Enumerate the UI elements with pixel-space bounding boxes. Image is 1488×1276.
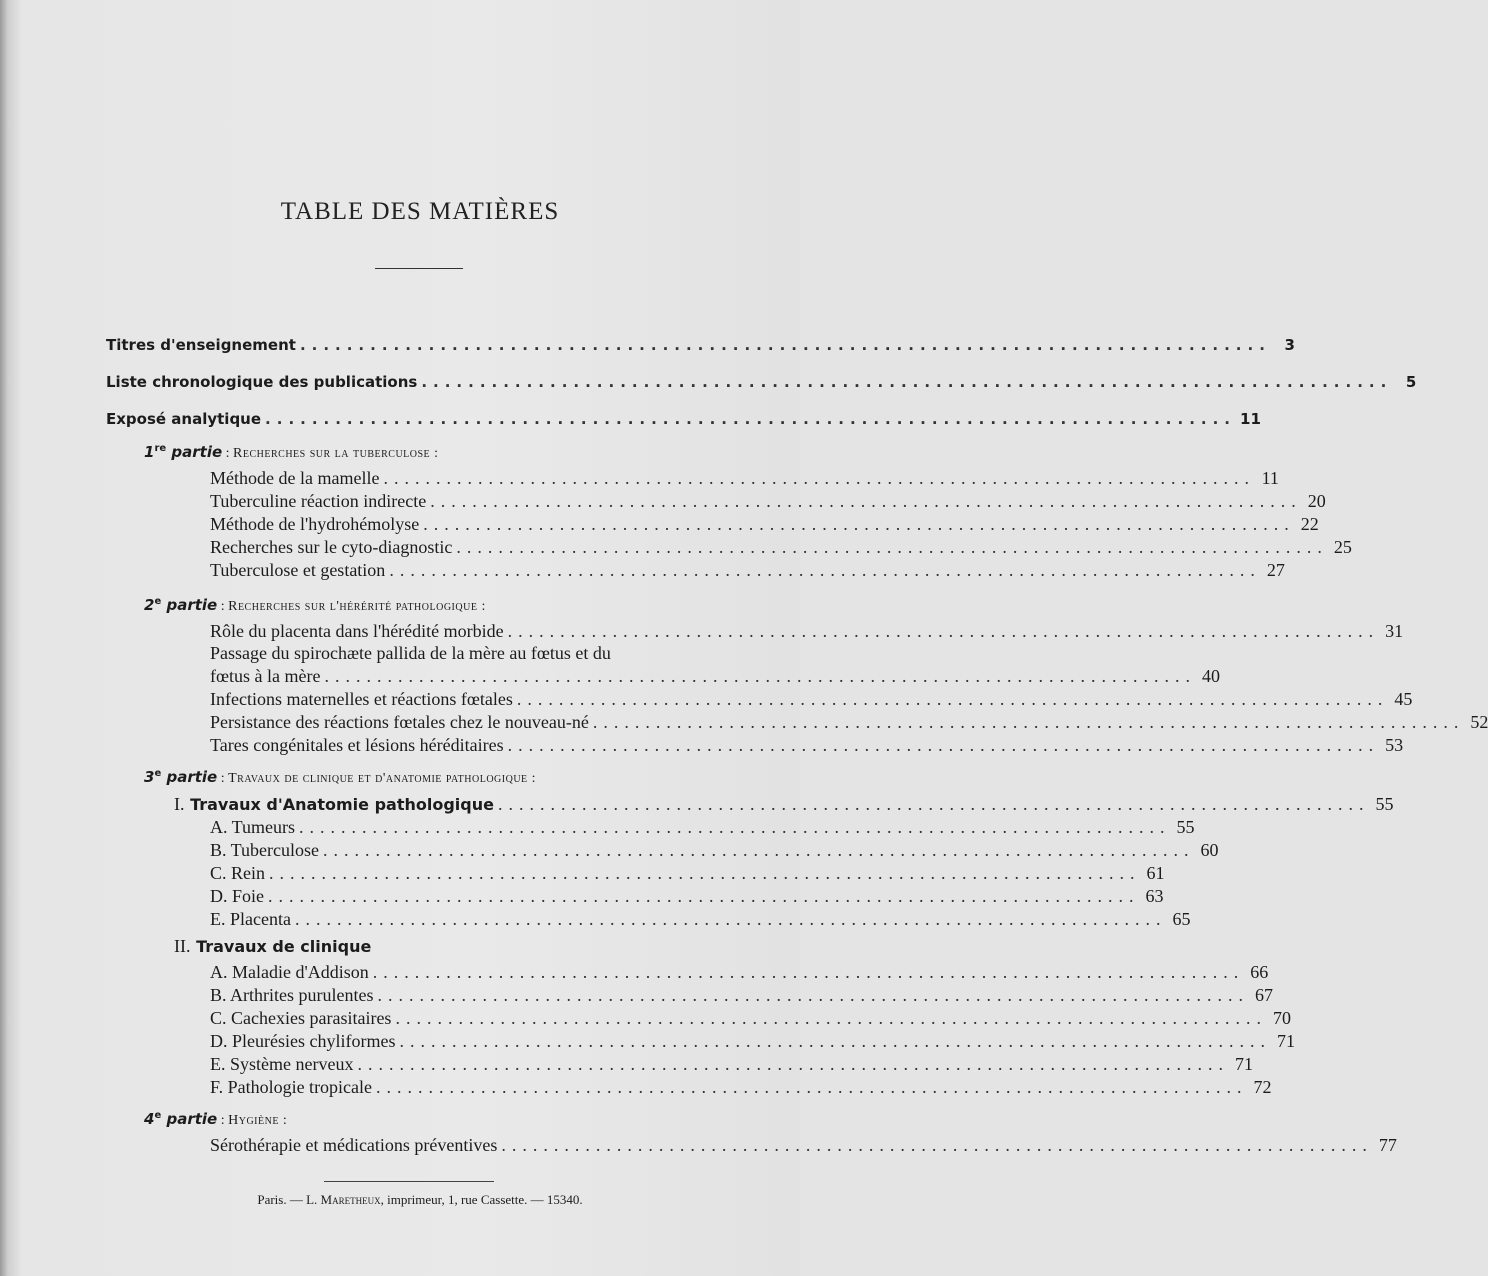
toc-item[interactable]: B. Arthrites purulentes ................................................................................... 67	[210, 985, 1273, 1005]
toc-entry-page: 3	[1284, 336, 1295, 354]
toc-item[interactable]: F. Pathologie tropicale ................................................................................... 72	[210, 1077, 1272, 1097]
toc-item[interactable]: Méthode de l'hydrohémolyse ................................................................................... 22	[210, 514, 1319, 534]
leader-dots: ...................................................................................	[299, 336, 1271, 354]
part-2-heading: 2e partie : Recherches sur l'hérérité pathologique :	[144, 596, 486, 614]
printer-imprint: Paris. — L. Maretheux, imprimeur, 1, rue Cassette. — 15340.	[257, 1192, 583, 1207]
leader-dots: ...................................................................................	[421, 373, 1393, 391]
page-title: TABLE DES MATIÈRES	[280, 198, 560, 225]
leader-dots: ...................................................................................	[376, 1077, 1248, 1097]
leader-dots: ...................................................................................	[507, 621, 1380, 641]
part-3-heading: 3e partie : Travaux de clinique et d'anatomie pathologique :	[144, 768, 537, 786]
toc-entry-label: Exposé analytique	[106, 410, 262, 428]
toc-entry-expose[interactable]	[106, 410, 1261, 434]
toc-item[interactable]: D. Foie ................................................................................... 63	[210, 886, 1164, 906]
toc-item[interactable]: E. Système nerveux ................................................................................... 71	[210, 1054, 1253, 1074]
leader-dots: ...................................................................................	[357, 1054, 1229, 1074]
toc-item[interactable]: Rôle du placenta dans l'hérédité morbide ................................................................................... 31	[210, 621, 1404, 641]
leader-dots: ...................................................................................	[592, 712, 1465, 732]
leader-dots: ...................................................................................	[395, 1008, 1267, 1028]
leader-dots: ...................................................................................	[516, 689, 1389, 709]
leader-dots: ...................................................................................	[323, 840, 1195, 860]
leader-dots: ...................................................................................	[268, 886, 1140, 906]
toc-entry-label: Titres d'enseignement	[106, 336, 296, 354]
leader-dots: ...................................................................................	[456, 537, 1328, 557]
toc-item[interactable]: C. Rein ................................................................................... 61	[210, 863, 1165, 883]
leader-dots: ...................................................................................	[383, 468, 1255, 488]
toc-item[interactable]: A. Maladie d'Addison ................................................................................... 66	[210, 962, 1269, 982]
leader-dots: ...................................................................................	[430, 491, 1302, 511]
leader-dots: ...................................................................................	[265, 410, 1237, 428]
leader-dots: ...................................................................................	[324, 666, 1196, 686]
toc-item[interactable]: Méthode de la mamelle ................................................................................... 11	[210, 468, 1279, 488]
toc-item[interactable]: E. Placenta ................................................................................... 65	[210, 909, 1191, 929]
toc-item[interactable]: fœtus à la mère ................................................................................... 40	[210, 666, 1220, 686]
toc-item-line: Passage du spirochæte pallida de la mère au fœtus et du	[210, 643, 611, 663]
leader-dots: ...................................................................................	[501, 1135, 1373, 1155]
toc-entry-liste[interactable]	[106, 373, 1417, 397]
toc-entry-label: Liste chronologique des publications	[106, 373, 418, 391]
toc-item[interactable]: Recherches sur le cyto-diagnostic ................................................................................... 25	[210, 537, 1352, 557]
toc-entry-titres[interactable]	[106, 336, 1295, 360]
toc-item[interactable]: Tares congénitales et lésions héréditaires ................................................................................... 53	[210, 735, 1404, 755]
part-4-heading: 4e partie : Hygiène :	[144, 1110, 288, 1128]
leader-dots: ...................................................................................	[399, 1031, 1271, 1051]
toc-item[interactable]: A. Tumeurs ................................................................................... 55	[210, 817, 1195, 837]
toc-item[interactable]: Tuberculose et gestation ................................................................................... 27	[210, 560, 1285, 580]
leader-dots: ...................................................................................	[269, 863, 1141, 883]
title-rule	[375, 268, 463, 269]
toc-item[interactable]: Tuberculine réaction indirecte ................................................................................... 20	[210, 491, 1326, 511]
section-heading-anatomie[interactable]: I. Travaux d'Anatomie pathologique ................................................................................... 55	[174, 794, 1394, 814]
footer-rule	[324, 1181, 494, 1182]
leader-dots: ...................................................................................	[377, 985, 1249, 1005]
toc-entry-page: 11	[1240, 410, 1261, 428]
section-heading-clinique[interactable]: II. Travaux de clinique	[174, 936, 372, 956]
leader-dots: ...................................................................................	[497, 794, 1370, 814]
toc-item[interactable]: C. Cachexies parasitaires ................................................................................... 70	[210, 1008, 1291, 1028]
leader-dots: ...................................................................................	[389, 560, 1261, 580]
leader-dots: ...................................................................................	[507, 735, 1380, 755]
leader-dots: ...................................................................................	[294, 909, 1167, 929]
part-1-heading: 1re partie : Recherches sur la tuberculose :	[144, 443, 439, 461]
leader-dots: ...................................................................................	[299, 817, 1171, 837]
toc-item[interactable]: Infections maternelles et réactions fœtales ................................................................................... 45	[210, 689, 1413, 709]
leader-dots: ...................................................................................	[372, 962, 1245, 982]
toc-item[interactable]: B. Tuberculose ................................................................................... 60	[210, 840, 1219, 860]
leader-dots: ...................................................................................	[423, 514, 1295, 534]
toc-item[interactable]: D. Pleurésies chyliformes ................................................................................... 71	[210, 1031, 1295, 1051]
toc-item[interactable]: Persistance des réactions fœtales chez le nouveau-né ................................................................................... 52	[210, 712, 1488, 732]
toc-item[interactable]: Sérothérapie et médications préventives ................................................................................... 77	[210, 1135, 1397, 1155]
toc-entry-page: 5	[1405, 373, 1417, 391]
